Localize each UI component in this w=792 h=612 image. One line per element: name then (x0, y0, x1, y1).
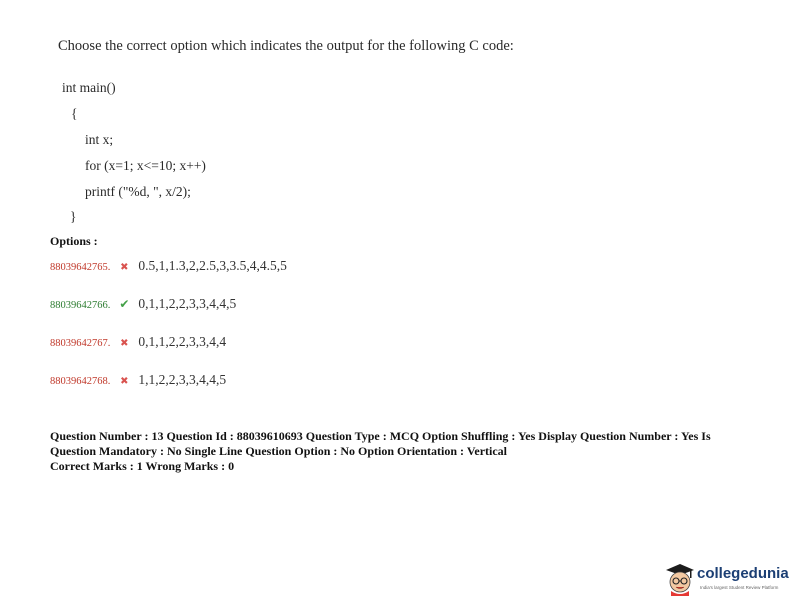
metadata-line: Question Mandatory : No Single Line Question Option : No Option Orientation : Vertical (50, 444, 508, 458)
metadata-line: Correct Marks : 1 Wrong Marks : 0 (50, 459, 235, 473)
mascot-icon (664, 562, 696, 596)
option-id: 88039642765. (50, 262, 111, 273)
cross-icon: ✖ (120, 376, 129, 387)
options-heading: Options : (50, 234, 98, 248)
logo-wordmark: collegedunia (697, 565, 789, 582)
option-row (50, 333, 226, 351)
option-id: 88039642768. (50, 376, 111, 387)
option-row (50, 257, 287, 275)
option-text: 1,1,2,2,3,3,4,4,5 (138, 372, 227, 387)
option-id: 88039642766. (50, 300, 111, 311)
code-line-printf: printf ("%d, ", x/2); (85, 184, 191, 199)
checkmark-icon: ✔ (119, 297, 130, 311)
option-text: 0,1,1,2,2,3,3,4,4,5 (138, 296, 237, 311)
option-row (50, 295, 236, 313)
option-row (50, 371, 226, 389)
cross-icon: ✖ (120, 262, 129, 273)
option-text: 0.5,1,1.3,2,2.5,3,3.5,4,4.5,5 (138, 258, 287, 273)
code-line-for-loop: for (x=1; x<=10; x++) (85, 158, 206, 173)
option-text: 0,1,1,2,2,3,3,4,4 (138, 334, 227, 349)
question-metadata (50, 429, 750, 474)
code-line-main: int main() (62, 80, 116, 95)
code-line-close-brace: } (70, 209, 77, 224)
metadata-line: Question Number : 13 Question Id : 88039610693 Question Type : MCQ Option Shuffling : Yes Display Question Number : Yes Is (50, 429, 711, 443)
cross-icon: ✖ (120, 338, 129, 349)
collegedunia-logo (664, 562, 789, 598)
option-id: 88039642767. (50, 338, 111, 349)
code-line-declaration: int x; (85, 132, 114, 147)
question-text: Choose the correct option which indicates the output for the following C code: (58, 38, 514, 54)
code-line-open-brace: { (71, 106, 78, 121)
logo-tagline: India's largest Student Review Platform (700, 585, 779, 590)
